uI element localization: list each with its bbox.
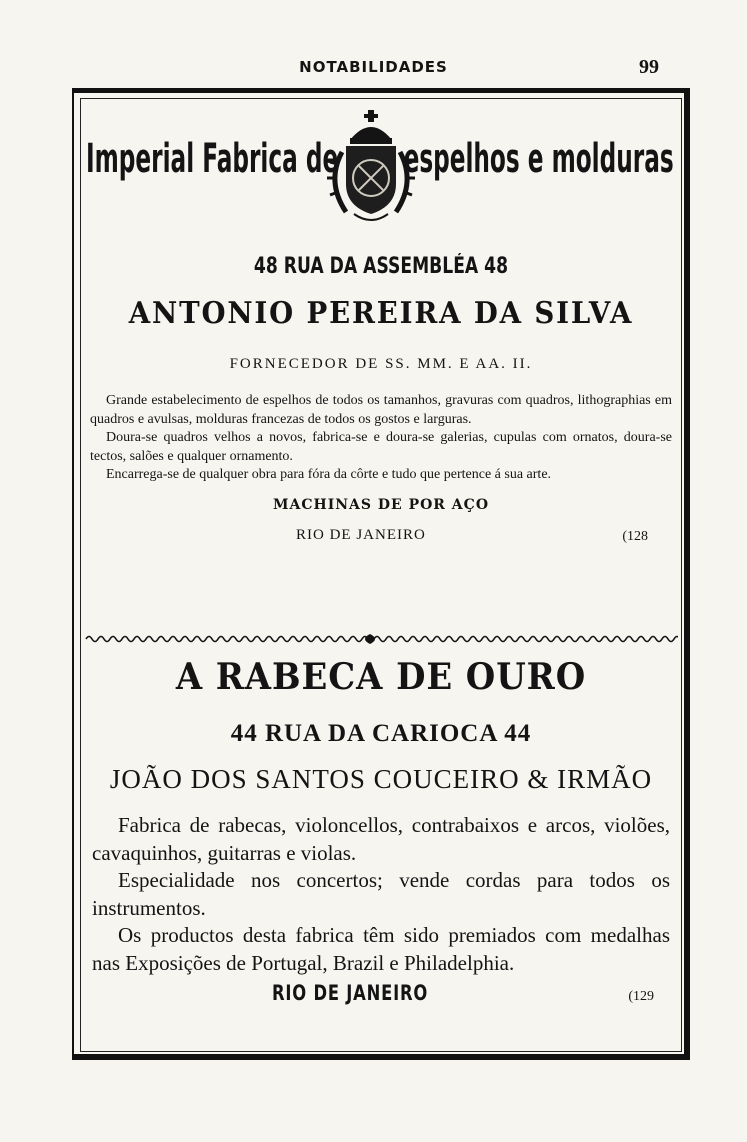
- street-address: 44 RUA DA CARIOCA 44: [230, 720, 532, 747]
- description: [92, 812, 670, 977]
- page-number: 99: [639, 56, 659, 78]
- advertisement-violin-factory: [82, 648, 680, 1048]
- brand-name-right: espelhos e molduras: [403, 136, 674, 182]
- city-row: [92, 981, 670, 1011]
- brand-name-left: Imperial Fabrica de: [86, 136, 339, 182]
- machines-line: MACHINAS DE POR AÇO: [272, 496, 490, 513]
- paragraph: Especialidade nos concertos; vende cordas para todos os instrumentos.: [92, 868, 670, 920]
- city-name: RIO DE JANEIRO: [296, 526, 426, 543]
- owner-name: JOÃO DOS SANTOS COUCEIRO & IRMÃO: [109, 764, 653, 794]
- paragraph: Fabrica de rabecas, violoncellos, contrabaixos e arcos, violões, cavaquinhos, guitarras e violas.: [92, 813, 670, 865]
- city-row: [90, 525, 672, 551]
- owner-name: ANTONIO PEREIRA DA SILVA: [128, 296, 634, 331]
- running-title: NOTABILIDADES: [299, 58, 448, 76]
- running-head: [0, 56, 747, 86]
- description: [90, 392, 672, 485]
- brand-row: [86, 104, 674, 232]
- supplier-line: FORNECEDOR DE SS. MM. E AA. II.: [229, 356, 533, 372]
- paragraph: Grande estabelecimento de espelhos de todos os tamanhos, gravuras com quadros, lithographias em quadros e avulsas, molduras francezas de todos os gostos e larguras.: [90, 393, 672, 427]
- city-name: RIO DE JANEIRO: [272, 981, 429, 1005]
- shop-title: A RABECA DE OURO: [175, 656, 587, 698]
- paragraph: Os productos desta fabrica têm sido premiados com medalhas nas Exposições de Portugal, Brazil e Philadelphia.: [92, 923, 670, 975]
- ad-number: (128: [622, 528, 648, 544]
- paragraph: Encarrega-se de qualquer obra para fóra da côrte e tudo que pertence á sua arte.: [106, 467, 552, 482]
- ornamental-divider: [84, 632, 678, 646]
- street-address: 48 RUA DA ASSEMBLÉA 48: [253, 254, 509, 279]
- advertisement-mirror-factory: [82, 104, 680, 632]
- paragraph: Doura-se quadros velhos a novos, fabrica-se e doura-se galerias, cupulas com ornatos, doura-se tectos, salões e qualquer ornamento.: [90, 430, 672, 464]
- ad-number: (129: [628, 989, 654, 1004]
